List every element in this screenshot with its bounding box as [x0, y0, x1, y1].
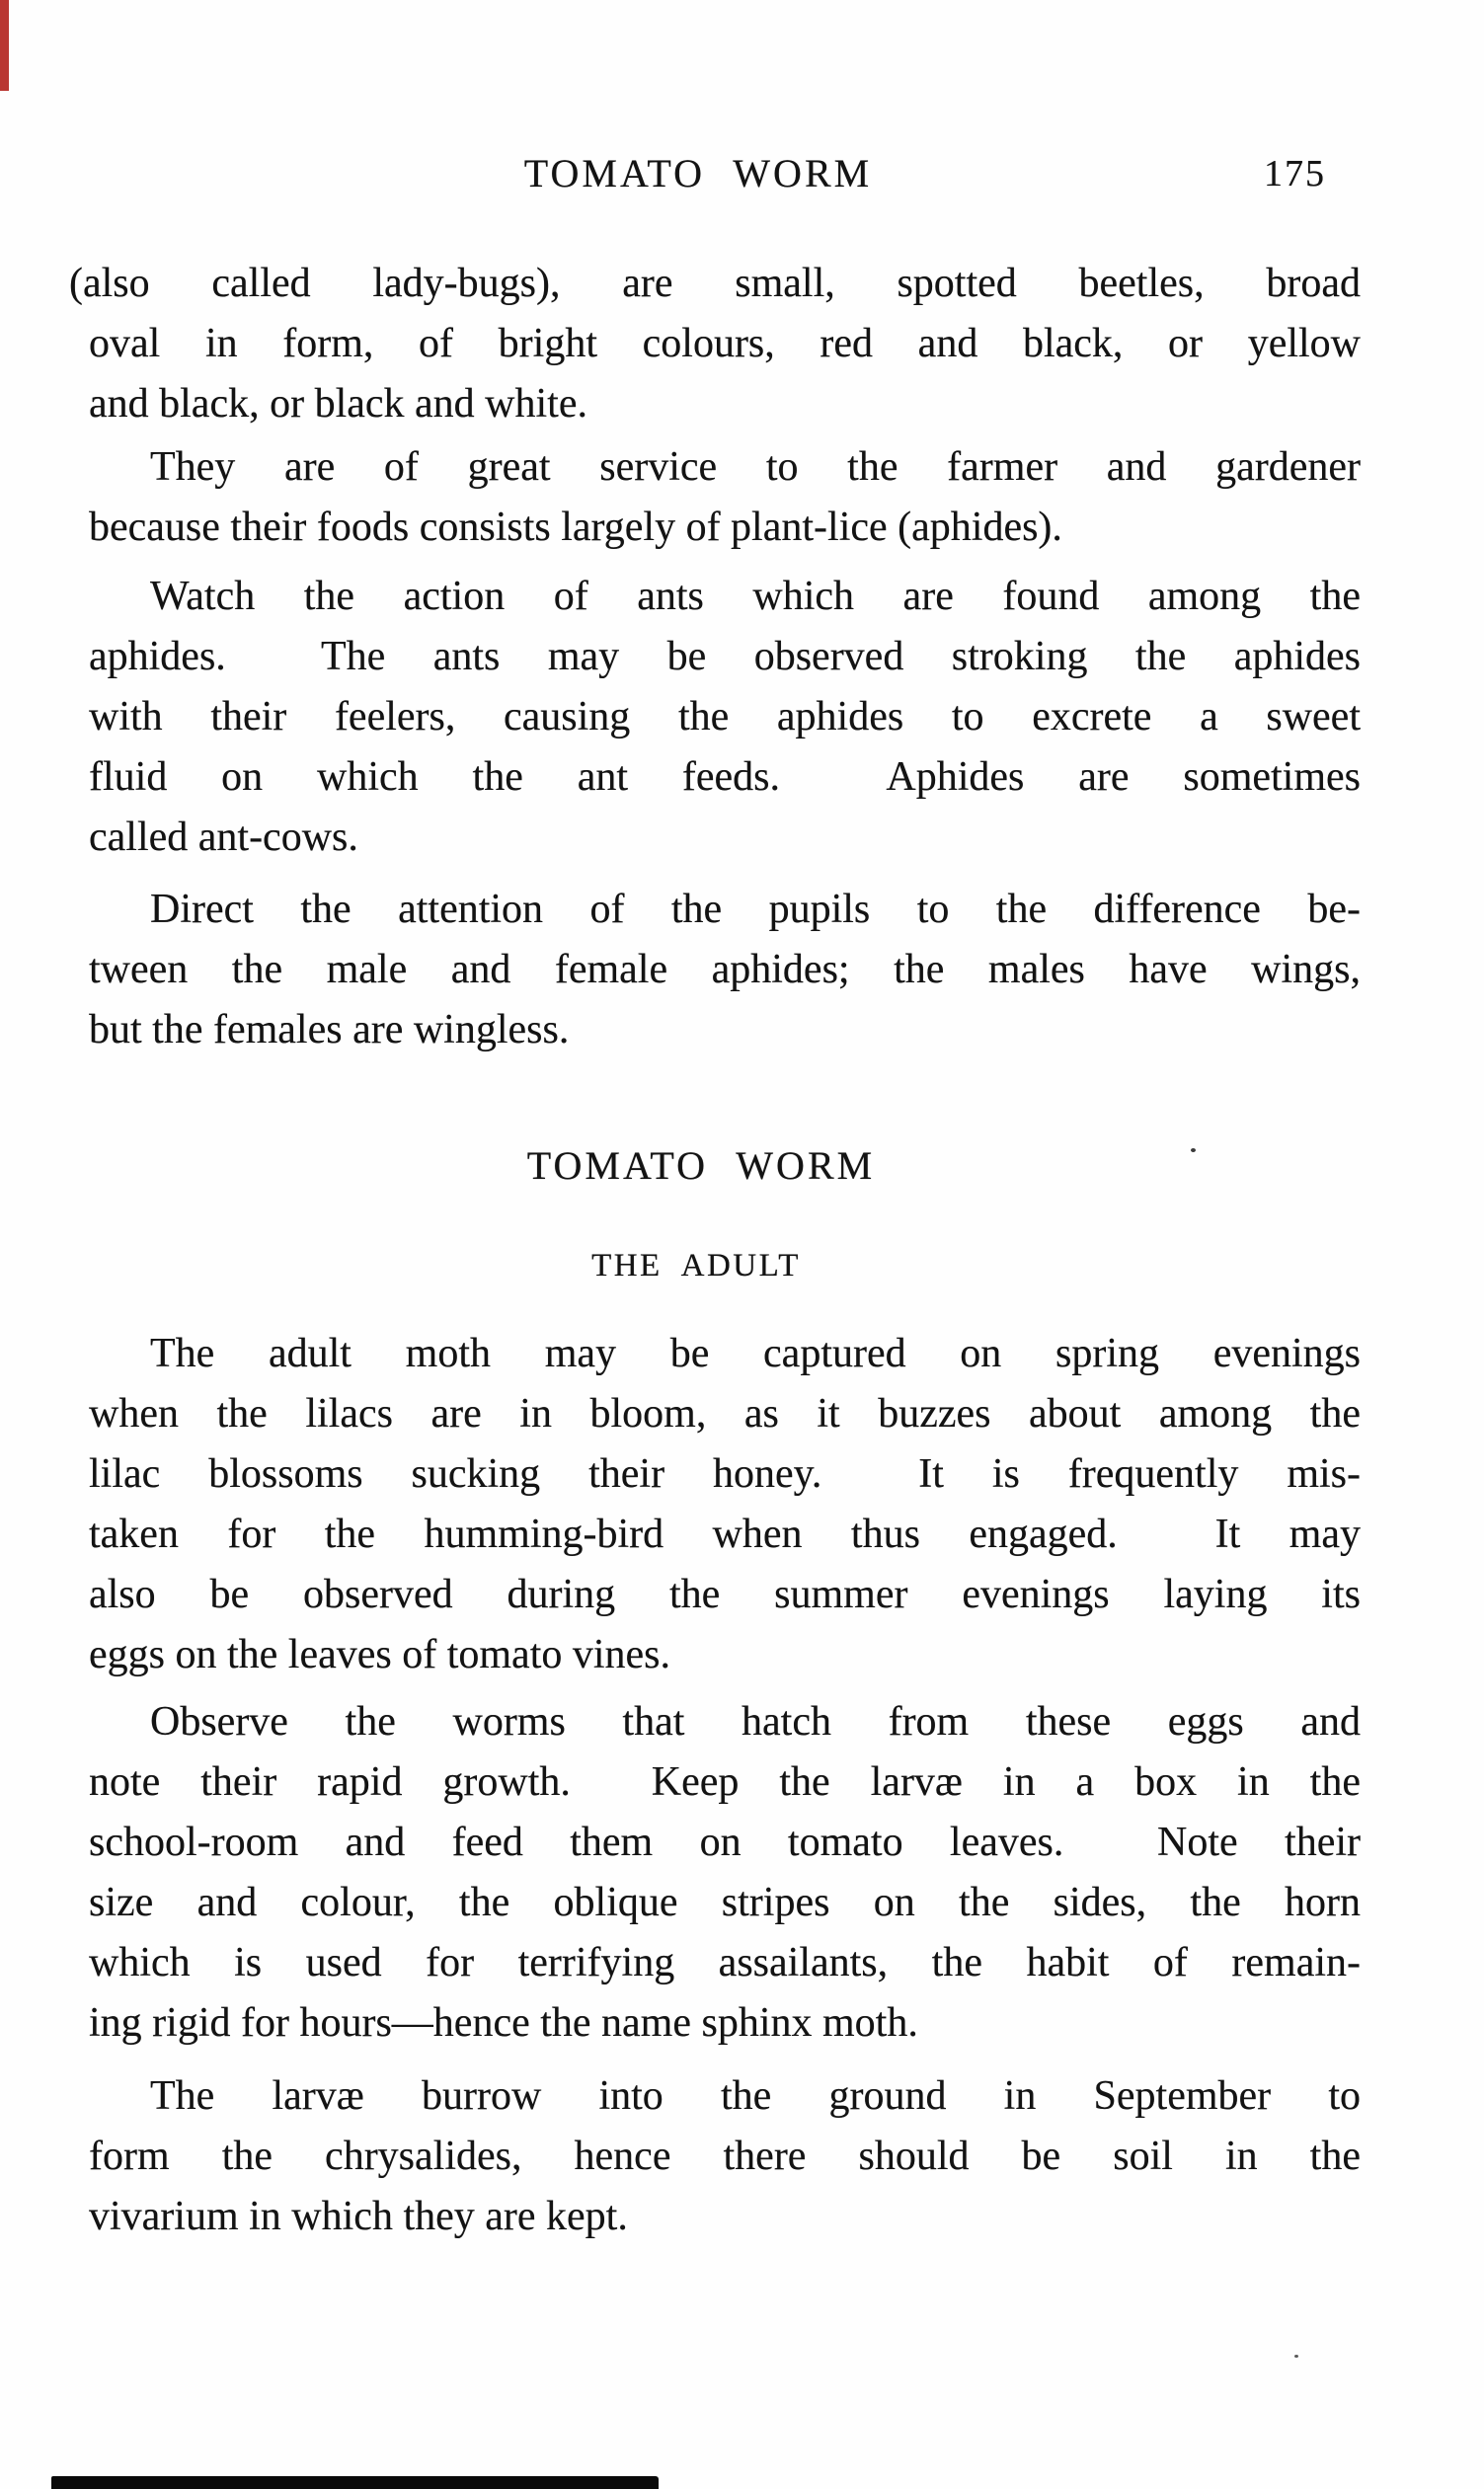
- text-line: aphides. The ants may be observed stroking the aphides: [89, 634, 1361, 679]
- text-line: Watch the action of ants which are found among the: [150, 574, 1361, 619]
- section-heading: TOMATO WORM: [526, 1143, 876, 1188]
- text-line: vivarium in which they are kept.: [89, 2194, 628, 2239]
- paragraph: [89, 567, 1361, 868]
- scan-artifact-bottom-bar: [51, 2476, 659, 2489]
- text-line: with their feelers, causing the aphides to excrete a sweet: [89, 694, 1361, 739]
- text-line: eggs on the leaves of tomato vines.: [89, 1632, 671, 1677]
- text-line: taken for the humming-bird when thus engaged. It may: [89, 1512, 1361, 1557]
- paragraph: [69, 254, 1361, 434]
- paragraph: [89, 437, 1361, 558]
- text-line: form the chrysalides, hence there should be soil in the: [89, 2134, 1361, 2179]
- text-line: (also called lady-bugs), are small, spotted beetles, broad: [69, 261, 1361, 306]
- paragraph: [89, 2066, 1361, 2247]
- text-line: lilac blossoms sucking their honey. It is frequently mis-: [89, 1451, 1361, 1497]
- text-line: Observe the worms that hatch from these eggs and: [150, 1699, 1361, 1745]
- text-line: but the females are wingless.: [89, 1007, 570, 1052]
- text-line: The larvæ burrow into the ground in September to: [150, 2073, 1361, 2119]
- running-title: TOMATO WORM: [523, 151, 873, 195]
- scan-speck: [1294, 2355, 1298, 2358]
- text-line: fluid on which the ant feeds. Aphides are sometimes: [89, 754, 1361, 800]
- text-line: They are of great service to the farmer and gardener: [150, 444, 1361, 490]
- text-line: when the lilacs are in bloom, as it buzzes about among the: [89, 1391, 1361, 1437]
- text-line: size and colour, the oblique stripes on the sides, the horn: [89, 1880, 1361, 1925]
- paragraph: [89, 1692, 1361, 2054]
- text-line: also be observed during the summer evenings laying its: [89, 1572, 1361, 1617]
- text-line: which is used for terrifying assailants, the habit of remain-: [89, 1940, 1361, 1985]
- paragraph: [89, 1324, 1361, 1685]
- scan-artifact-red-mark: [0, 0, 9, 91]
- text-line: Direct the attention of the pupils to the difference be-: [150, 887, 1361, 932]
- text-line: because their foods consists largely of plant-lice (aphides).: [89, 505, 1062, 550]
- text-line: oval in form, of bright colours, red and black, or yellow: [89, 321, 1361, 366]
- text-line: The adult moth may be captured on spring evenings: [150, 1331, 1361, 1376]
- text-line: called ant-cows.: [89, 815, 358, 860]
- text-line: tween the male and female aphides; the males have wings,: [89, 947, 1361, 992]
- text-line: and black, or black and white.: [89, 381, 587, 427]
- paragraph: [89, 880, 1361, 1060]
- scan-speck: [1191, 1148, 1196, 1152]
- section-subheading: THE ADULT: [591, 1248, 801, 1283]
- text-line: school-room and feed them on tomato leaves. Note their: [89, 1820, 1361, 1865]
- page-number: 175: [1264, 153, 1326, 194]
- text-line: note their rapid growth. Keep the larvæ in a box in the: [89, 1759, 1361, 1805]
- text-line: ing rigid for hours—hence the name sphinx moth.: [89, 2000, 918, 2046]
